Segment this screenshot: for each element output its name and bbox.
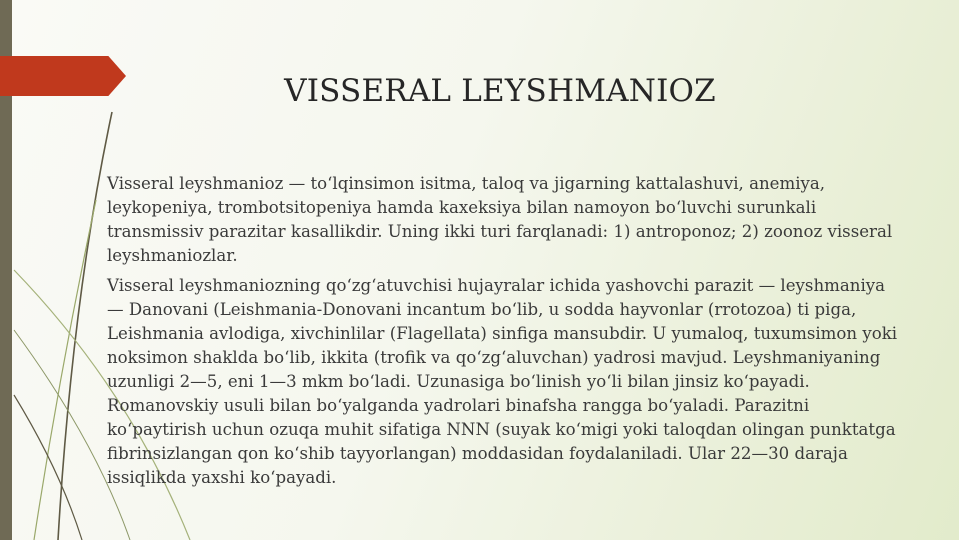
bullet-paragraph-1 — [78, 172, 898, 268]
bullet-text-2: Visseral leyshmaniozning qoʻzgʻatuvchisi hujayralar ichida yashovchi parazit — leyshmaniya — Danovani (Leishmania-Donovani incantum boʻlib, u sodda hayvonlar (rrotozoa) ti piga, Leishmania avlodiga, xivchinlilar (Flagellata) sinfiga mansubdir. U yumaloq, tuxumsimon yoki noksimon shaklda boʻlib, ikkita (trofik va qoʻzgʻaluvchan) yadrosi mavjud. Leyshmaniyaning uzunligi 2—5, eni 1—3 mkm boʻladi. Uzunasiga boʻlinish yoʻli bilan jinsiz koʻpayadi. Romanovskiy usuli bilan boʻyalganda yadrolari binafsha rangga boʻyaladi. Parazitni koʻpaytirish uchun ozuqa muhit sifatiga NNN (suyak koʻmigi yoki taloqdan olingan punktatga fibrinsizlangan qon koʻshib tayyorlangan) moddasidan foydalaniladi. Ular 22—30 daraja issiqlikda yaxshi koʻpayadi. — [107, 276, 898, 487]
slide-body — [78, 172, 898, 496]
slide-title: VISSERAL LEYSHMANIOZ — [284, 72, 716, 109]
bullet-paragraph-2 — [78, 274, 898, 490]
bullet-text-1: Visseral leyshmanioz — toʻlqinsimon isitma, taloq va jigarning kattalashuvi, anemiya, leykopeniya, trombotsitopeniya hamda kaxeksiya bilan namoyon boʻluvchi surunkali transmissiv parazitar kasallikdir. Uning ikki turi farqlanadi: 1) antroponoz; 2) zoonoz visseral leyshmaniozlar. — [107, 174, 893, 265]
title-arrow-tab — [0, 56, 126, 96]
